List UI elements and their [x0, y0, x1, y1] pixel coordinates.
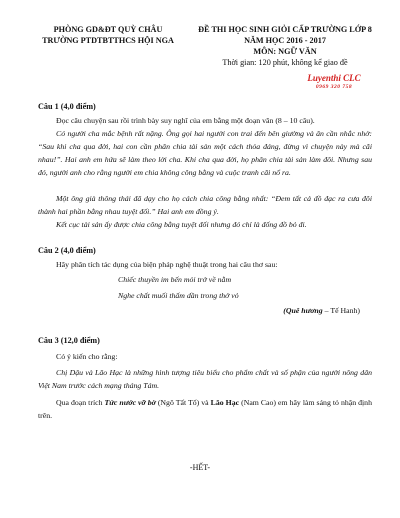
question-1-title: Câu 1 (4,0 điểm) — [38, 102, 96, 111]
task-part-1: Qua đoạn trích — [56, 398, 105, 407]
question-3-quote: Chị Dậu và Lão Hạc là những hình tượng tiêu biểu cho phẩm chất và số phận của người nông dân Việt Nam trước cách mạng tháng Tám. — [38, 368, 372, 390]
work-title-1: Tức nước vỡ bờ — [104, 398, 156, 407]
exam-time: Thời gian: 120 phút, không kể giao đề — [222, 58, 348, 67]
exam-header — [180, 24, 390, 68]
school-name: TRƯỜNG PTDTBTTHCS HỘI NGA — [42, 36, 174, 45]
question-3-task — [38, 396, 372, 422]
question-2-title: Câu 2 (4,0 điểm) — [38, 246, 96, 255]
school-header — [38, 24, 178, 46]
end-mark: -HẾT- — [189, 463, 211, 472]
subject: MÔN: NGỮ VĂN — [253, 47, 317, 56]
watermark-name: Luyenthi CLC — [307, 73, 361, 83]
school-year: NĂM HỌC 2016 - 2017 — [244, 36, 326, 45]
question-3-title: Câu 3 (12,0 điểm) — [38, 336, 100, 345]
task-part-2: (Ngô Tất Tố) và — [155, 398, 211, 407]
watermark-logo — [298, 72, 370, 92]
watermark-phone: 0969 320 758 — [315, 84, 353, 91]
question-1-story-p1: Có người cha mắc bệnh rất nặng. Ông gọi hai người con trai đến bên giường và ân cần nhắc nhở: “Sau khi cha qua đời, hai con cần phân chia tài sản một cách thỏa đáng, đừng vì chuyện này mà cãi nhau!”. Hai anh em hứa sẽ làm theo lời cha. Khi cha qua đời, họ phân chia tài sản làm đôi. Nhưng sau đó, người anh cho rằng người em chia không công bằng và cuộc tranh cãi nổ ra. — [38, 129, 372, 177]
department-name: PHÒNG GD&ĐT QUỲ CHÂU — [53, 25, 163, 34]
task-part-3: (Nam Cao) em hãy làm sáng tỏ nhận định trên. — [38, 398, 372, 420]
poem-source — [0, 306, 360, 317]
exam-title: ĐỀ THI HỌC SINH GIỎI CẤP TRƯỜNG LỚP 8 — [198, 25, 372, 34]
question-3-lead: Có ý kiến cho rằng: — [56, 352, 118, 361]
work-title-2: Lão Hạc — [210, 398, 240, 407]
poem-line-1: Chiếc thuyền im bến mỏi trở về nằm — [118, 275, 232, 284]
question-1-story-p2: Một ông già thông thái đã dạy cho họ cách chia công bằng nhất: “Đem tất cả đồ đạc ra cưa đôi thành hai phần bằng nhau tuyệt đối.” Hai anh em đồng ý. — [38, 194, 372, 216]
question-1-prompt: Đọc câu chuyện sau rồi trình bày suy nghĩ của em bằng một đoạn văn (8 – 10 câu). — [56, 116, 315, 125]
question-1-story-p3: Kết cục tài sản ấy được chia công bằng tuyệt đối nhưng đó chỉ là đống đồ bỏ đi. — [56, 220, 307, 229]
poem-source-author: – Tế Hanh) — [322, 306, 360, 315]
poem-line-2: Nghe chất muối thấm dần trong thớ vỏ — [118, 291, 239, 300]
question-2-prompt: Hãy phân tích tác dụng của biện pháp nghệ thuật trong hai câu thơ sau: — [56, 260, 278, 269]
poem-source-title: (Quê hương — [283, 306, 323, 315]
